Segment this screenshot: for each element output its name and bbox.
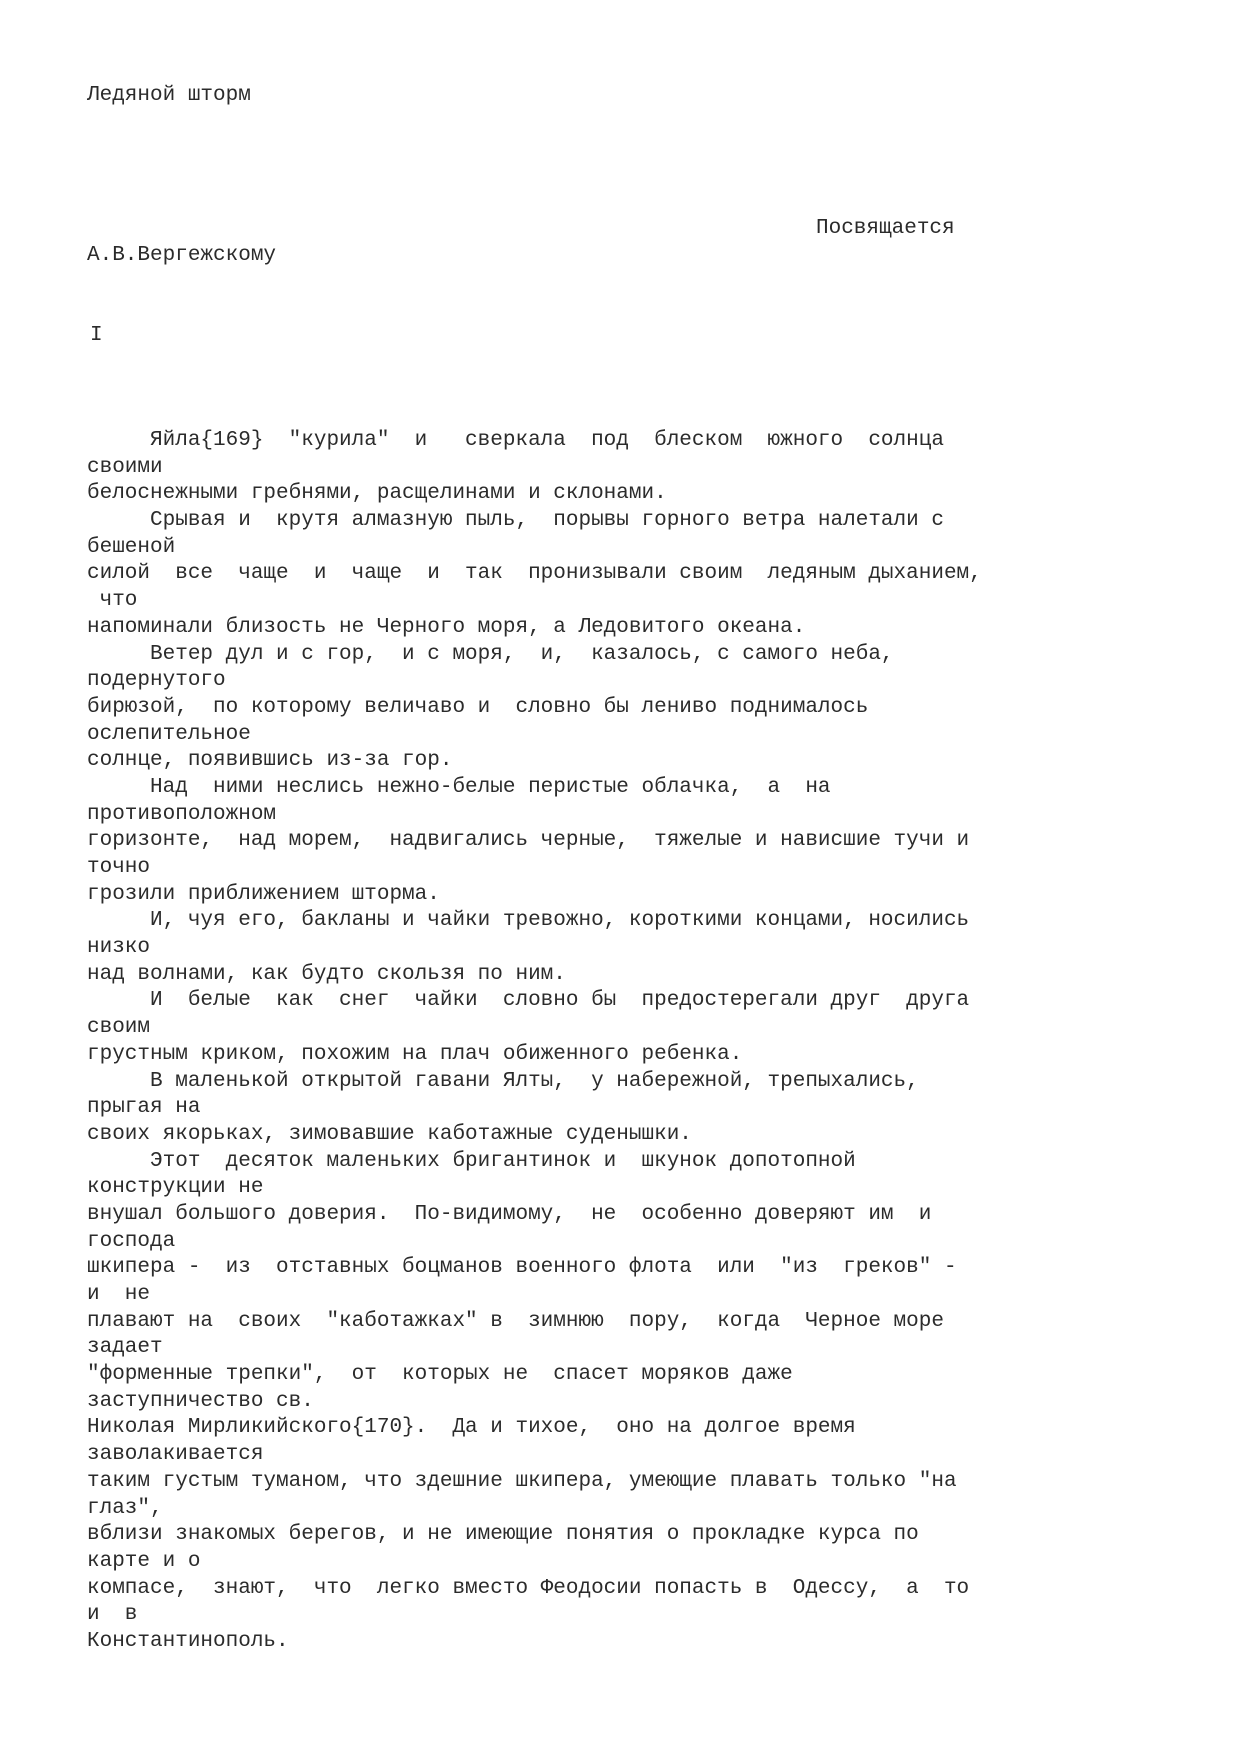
chapter-number: I <box>90 324 103 347</box>
text-line: Константинополь. <box>87 1629 289 1653</box>
text-line: бешеной <box>87 535 176 559</box>
text-line: шкипера - из отставных боцманов военного флота или "из греков" - <box>87 1256 957 1280</box>
text-line: подернутого <box>87 669 226 693</box>
text-line: и в <box>87 1603 138 1627</box>
text-line: внушал большого доверия. По-видимому, не особенно доверяют им и <box>87 1202 932 1226</box>
text-line: над волнами, как будто скользя по ним. <box>87 962 566 986</box>
text-line: И, чуя его, бакланы и чайки тревожно, короткими концами, носились <box>87 909 970 933</box>
text-line: плавают на своих "каботажках" в зимнюю пору, когда Черное море <box>87 1309 944 1333</box>
text-line: бирюзой, по которому величаво и словно бы лениво поднималось <box>87 695 869 719</box>
text-line: заступничество св. <box>87 1389 314 1413</box>
text-line: Яйла{169} "курила" и сверкала под блеском южного солнца <box>87 429 944 452</box>
text-line: конструкции не <box>87 1176 264 1200</box>
text-line: таким густым туманом, что здешние шкипера, умеющие плавать только "на <box>87 1469 957 1493</box>
text-line: ослепительное <box>87 722 251 746</box>
text-line: глаз", <box>87 1496 163 1520</box>
text-line: Этот десяток маленьких бригантинок и шкунок допотопной <box>87 1149 856 1173</box>
text-line: своими <box>87 455 163 479</box>
text-line: И белые как снег чайки словно бы предостерегали друг друга <box>87 989 970 1013</box>
text-line: силой все чаще и чаще и так пронизывали своим ледяным дыханием, <box>87 562 982 586</box>
body-text <box>87 428 1187 1682</box>
text-line: вблизи знакомых берегов, и не имеющие понятия о прокладке курса по <box>87 1523 919 1547</box>
text-line: господа <box>87 1229 176 1253</box>
text-line: компасе, знают, что легко вместо Феодосии попасть в Одессу, а то <box>87 1576 970 1600</box>
dedication-label: Посвящается <box>816 217 955 240</box>
text-line: напоминали близость не Черного моря, а Ледовитого океана. <box>87 615 806 639</box>
text-line: прыгая на <box>87 1096 201 1120</box>
text-line: грозили приближением шторма. <box>87 882 440 906</box>
text-line: белоснежными гребнями, расщелинами и склонами. <box>87 482 667 506</box>
text-line: Над ними неслись нежно-белые перистые облачка, а на <box>87 775 831 799</box>
document-title: Ледяной шторм <box>87 84 251 107</box>
text-line: заволакивается <box>87 1443 264 1467</box>
text-line: Ветер дул и с гор, и с моря, и, казалось, с самого неба, <box>87 642 894 666</box>
text-line: Срывая и крутя алмазную пыль, порывы горного ветра налетали с <box>87 509 944 533</box>
text-line: точно <box>87 856 151 879</box>
text-line <box>87 1656 1187 1683</box>
text-line: солнце, появившись из-за гор. <box>87 749 453 773</box>
text-line: что <box>87 589 138 613</box>
text-line: противоположном <box>87 802 277 826</box>
text-line: задает <box>87 1336 163 1360</box>
text-line: своих якорьках, зимовавшие каботажные суденышки. <box>87 1122 692 1146</box>
text-line: грустным криком, похожим на плач обиженного ребенка. <box>87 1042 743 1066</box>
text-line: горизонте, над морем, надвигались черные, тяжелые и нависшие тучи и <box>87 829 970 853</box>
text-line: низко <box>87 936 151 960</box>
text-line: карте и о <box>87 1549 201 1573</box>
dedication-name: А.В.Вергежскому <box>87 244 277 267</box>
text-line: Николая Мирликийского{170}. Да и тихое, оно на долгое время <box>87 1416 856 1440</box>
text-line: В маленькой открытой гавани Ялты, у набережной, трепыхались, <box>87 1069 919 1093</box>
text-line: и не <box>87 1283 151 1306</box>
text-line: "форменные трепки", от которых не спасет моряков даже <box>87 1363 793 1387</box>
text-line: своим <box>87 1016 151 1040</box>
